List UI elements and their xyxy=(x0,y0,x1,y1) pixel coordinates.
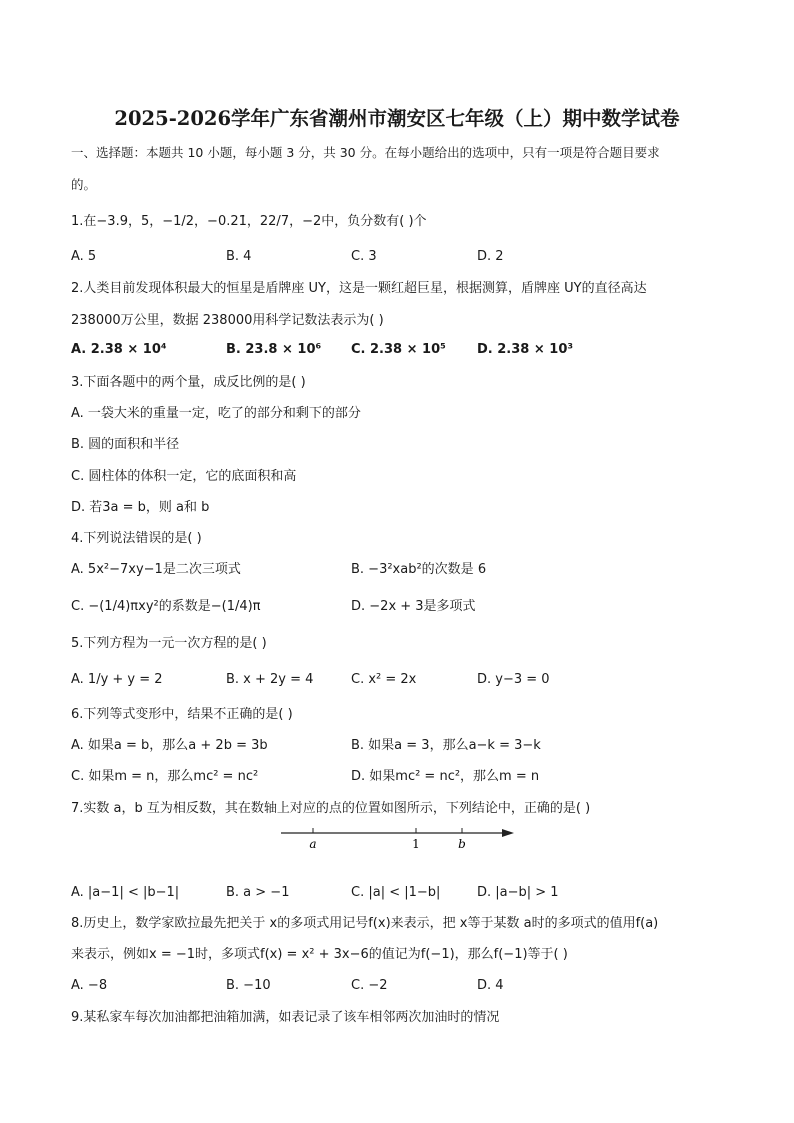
q4-option-a: A. 5x²−7xy−1是二次三项式 xyxy=(71,562,241,577)
q1-stem: 1.在−3.9，5，−1/2，−0.21̇，22/7，−2中，负分数有( )个 xyxy=(71,214,427,229)
q3-option-a: A. 一袋大米的重量一定，吃了的部分和剩下的部分 xyxy=(71,406,361,421)
section-heading-line-1: 一、选择题：本题共 10 小题，每小题 3 分，共 30 分。在每小题给出的选项中，只有一项是符合题目要求 xyxy=(71,145,660,160)
q9-stem: 9.某私家车每次加油都把油箱加满，如表记录了该车相邻两次加油时的情况 xyxy=(71,1010,500,1025)
q8-option-c: C. −2 xyxy=(351,978,388,993)
q2-option-c: C. 2.38 × 10⁵ xyxy=(351,342,446,357)
section-heading-line-2: 的。 xyxy=(71,177,97,192)
q7-option-c: C. |a| < |1−b| xyxy=(351,885,441,900)
q2-option-b: B. 23.8 × 10⁶ xyxy=(226,342,322,357)
q5-stem: 5.下列方程为一元一次方程的是( ) xyxy=(71,636,267,651)
q6-stem: 6.下列等式变形中，结果不正确的是( ) xyxy=(71,707,293,722)
q3-option-b: B. 圆的面积和半径 xyxy=(71,437,180,452)
q8-option-b: B. −10 xyxy=(226,978,271,993)
number-line-arrow xyxy=(502,829,514,837)
q4-option-d: D. −2x + 3是多项式 xyxy=(351,599,476,614)
q6-option-b: B. 如果a = 3，那么a−k = 3−k xyxy=(351,738,541,753)
label-b: b xyxy=(458,837,466,851)
page-title: 2025-2026学年广东省潮州市潮安区七年级（上）期中数学试卷 xyxy=(114,107,680,130)
q4-option-c: C. −(1/4)πxy²的系数是−(1/4)π xyxy=(71,599,261,614)
q7-option-a: A. |a−1| < |b−1| xyxy=(71,885,180,900)
q8-option-d: D. 4 xyxy=(477,978,504,993)
q4-option-b: B. −3²xab²的次数是 6 xyxy=(351,562,487,577)
label-1: 1 xyxy=(412,837,420,851)
q3-option-d: D. 若3a = b，则 a和 b xyxy=(71,500,210,515)
label-a: a xyxy=(309,837,317,851)
q1-option-c: C. 3 xyxy=(351,249,377,264)
q8-stem-line-2: 来表示，例如x = −1时，多项式f(x) = x² + 3x−6的值记为f(−1)，那么f(−1)等于( ) xyxy=(71,947,568,962)
q6-option-c: C. 如果m = n，那么mc² = nc² xyxy=(71,769,259,784)
q7-stem: 7.实数 a，b 互为相反数，其在数轴上对应的点的位置如图所示，下列结论中，正确的是( ) xyxy=(71,801,591,816)
q7-option-b: B. a > −1 xyxy=(226,885,290,900)
q2-stem-line-1: 2.人类目前发现体积最大的恒星是盾牌座 UY，这是一颗红超巨星，根据测算，盾牌座 UY的直径高达 xyxy=(71,281,647,296)
q6-option-a: A. 如果a = b，那么a + 2b = 3b xyxy=(71,738,268,753)
q6-option-d: D. 如果mc² = nc²，那么m = n xyxy=(351,769,540,784)
q5-option-a: A. 1/y + y = 2 xyxy=(71,672,163,687)
q5-option-c: C. x² = 2x xyxy=(351,672,417,687)
q4-stem: 4.下列说法错误的是( ) xyxy=(71,531,202,546)
q8-stem-line-1: 8.历史上，数学家欧拉最先把关于 x的多项式用记号f(x)来表示，把 x等于某数 a时的多项式的值用f(a) xyxy=(71,916,659,931)
q8-option-a: A. −8 xyxy=(71,978,108,993)
q1-option-b: B. 4 xyxy=(226,249,252,264)
q2-option-a: A. 2.38 × 10⁴ xyxy=(71,342,167,357)
q3-option-c: C. 圆柱体的体积一定，它的底面积和高 xyxy=(71,469,297,484)
q2-option-d: D. 2.38 × 10³ xyxy=(477,342,574,357)
q1-option-a: A. 5 xyxy=(71,249,97,264)
q5-option-b: B. x + 2y = 4 xyxy=(226,672,314,687)
q2-stem-line-2: 238000万公里，数据 238000用科学记数法表示为( ) xyxy=(71,313,384,328)
q3-stem: 3.下面各题中的两个量，成反比例的是( ) xyxy=(71,375,306,390)
number-line-figure xyxy=(275,822,520,854)
q7-option-d: D. |a−b| > 1 xyxy=(477,885,559,900)
q1-option-d: D. 2 xyxy=(477,249,504,264)
q5-option-d: D. y−3 = 0 xyxy=(477,672,550,687)
